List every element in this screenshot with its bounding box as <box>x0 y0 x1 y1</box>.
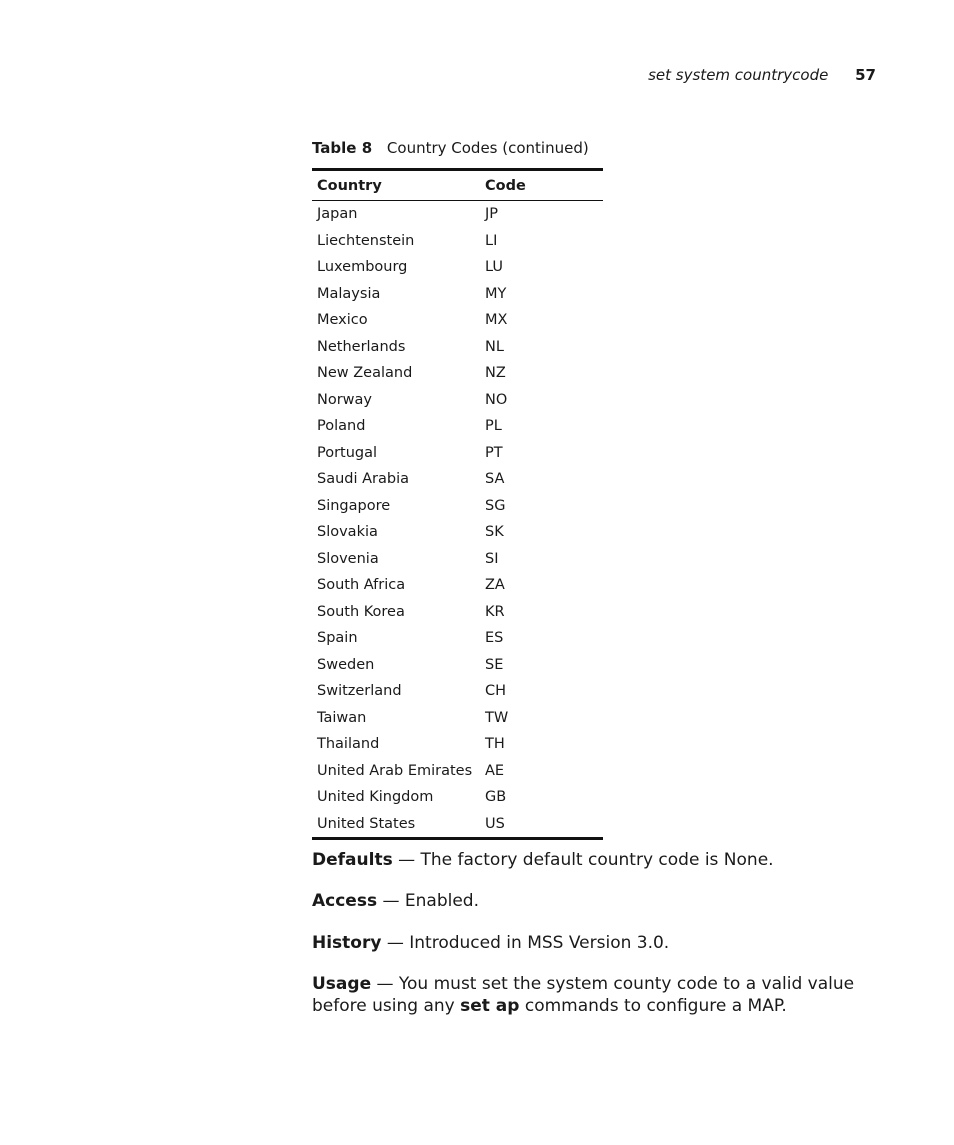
usage-paragraph <box>312 973 892 1017</box>
country-cell: Switzerland <box>317 683 402 700</box>
code-cell: AE <box>485 762 505 779</box>
country-cell: United Arab Emirates <box>317 762 473 779</box>
table-row <box>312 360 603 387</box>
table-row <box>312 572 603 599</box>
country-cell: Netherlands <box>317 338 406 355</box>
country-cell: Thailand <box>317 736 380 753</box>
table-row <box>312 519 603 546</box>
country-cell: Japan <box>317 206 358 223</box>
code-cell: TH <box>485 736 505 753</box>
table-label: Table 8 <box>312 139 373 157</box>
usage-text-before: — You must set the system county code to a valid value before using any <box>312 974 855 1016</box>
table-row <box>312 546 603 573</box>
running-header <box>648 66 876 84</box>
table-row <box>312 440 603 467</box>
country-cell: Norway <box>317 391 373 408</box>
access-text: — Enabled. <box>377 891 479 911</box>
code-cell: ES <box>485 630 504 647</box>
code-cell: SE <box>485 656 504 673</box>
country-cell: United Kingdom <box>317 789 434 806</box>
code-cell: NO <box>485 391 508 408</box>
country-cell: Spain <box>317 630 358 647</box>
country-cell: Portugal <box>317 444 378 461</box>
code-cell: MX <box>485 312 508 329</box>
code-cell: SI <box>485 550 499 567</box>
code-cell: JP <box>485 206 499 223</box>
table-row <box>312 493 603 520</box>
country-cell: Saudi Arabia <box>317 471 410 488</box>
country-cell: Poland <box>317 418 366 435</box>
table-row <box>312 705 603 732</box>
code-cell: PL <box>485 418 502 435</box>
country-cell: Slovakia <box>317 524 378 541</box>
column-header-country: Country <box>312 170 480 201</box>
country-cell: Sweden <box>317 656 375 673</box>
country-cell: South Korea <box>317 603 405 620</box>
table-row <box>312 254 603 281</box>
country-cell: Luxembourg <box>317 259 408 276</box>
country-cell: New Zealand <box>317 365 413 382</box>
table-row <box>312 731 603 758</box>
table-row <box>312 201 603 228</box>
code-cell: MY <box>485 285 507 302</box>
code-cell: SG <box>485 497 506 514</box>
country-cell: South Africa <box>317 577 406 594</box>
table-caption <box>312 139 589 157</box>
access-paragraph <box>312 890 892 912</box>
country-codes-table <box>312 168 603 840</box>
history-term: History <box>312 933 382 953</box>
table-row <box>312 387 603 414</box>
table-row <box>312 758 603 785</box>
column-header-code: Code <box>480 170 603 201</box>
code-cell: US <box>485 815 505 832</box>
table-row <box>312 334 603 361</box>
running-title: set system countrycode <box>648 66 829 84</box>
code-cell: NL <box>485 338 504 355</box>
country-cell: Mexico <box>317 312 368 329</box>
code-cell: LI <box>485 232 498 249</box>
table-row <box>312 784 603 811</box>
code-cell: GB <box>485 789 507 806</box>
table-header-row <box>312 170 603 201</box>
table-row <box>312 228 603 255</box>
usage-term: Usage <box>312 974 372 994</box>
history-text: — Introduced in MSS Version 3.0. <box>381 933 670 953</box>
code-cell: ZA <box>485 577 505 594</box>
table-caption-text: Country Codes (continued) <box>386 139 589 157</box>
code-cell: SA <box>485 471 505 488</box>
table-row <box>312 625 603 652</box>
page-number: 57 <box>855 66 876 84</box>
code-cell: PT <box>485 444 503 461</box>
usage-text-after: commands to configure a MAP. <box>519 996 787 1016</box>
table-row <box>312 413 603 440</box>
table-row <box>312 678 603 705</box>
table-row <box>312 281 603 308</box>
code-cell: SK <box>485 524 504 541</box>
country-cell: United States <box>317 815 416 832</box>
table-row <box>312 811 603 839</box>
table-row <box>312 599 603 626</box>
code-cell: TW <box>485 709 509 726</box>
code-cell: LU <box>485 259 503 276</box>
code-cell: KR <box>485 603 505 620</box>
defaults-term: Defaults <box>312 850 393 870</box>
country-cell: Liechtenstein <box>317 232 415 249</box>
table-row <box>312 652 603 679</box>
country-cell: Slovenia <box>317 550 379 567</box>
table-row <box>312 466 603 493</box>
usage-command: set ap <box>460 996 520 1016</box>
history-paragraph <box>312 932 892 954</box>
access-term: Access <box>312 891 378 911</box>
code-cell: CH <box>485 683 507 700</box>
defaults-text: — The factory default country code is None. <box>392 850 774 870</box>
table-row <box>312 307 603 334</box>
country-cell: Taiwan <box>317 709 367 726</box>
country-cell: Malaysia <box>317 285 381 302</box>
code-cell: NZ <box>485 365 506 382</box>
country-cell: Singapore <box>317 497 391 514</box>
defaults-paragraph <box>312 849 892 871</box>
